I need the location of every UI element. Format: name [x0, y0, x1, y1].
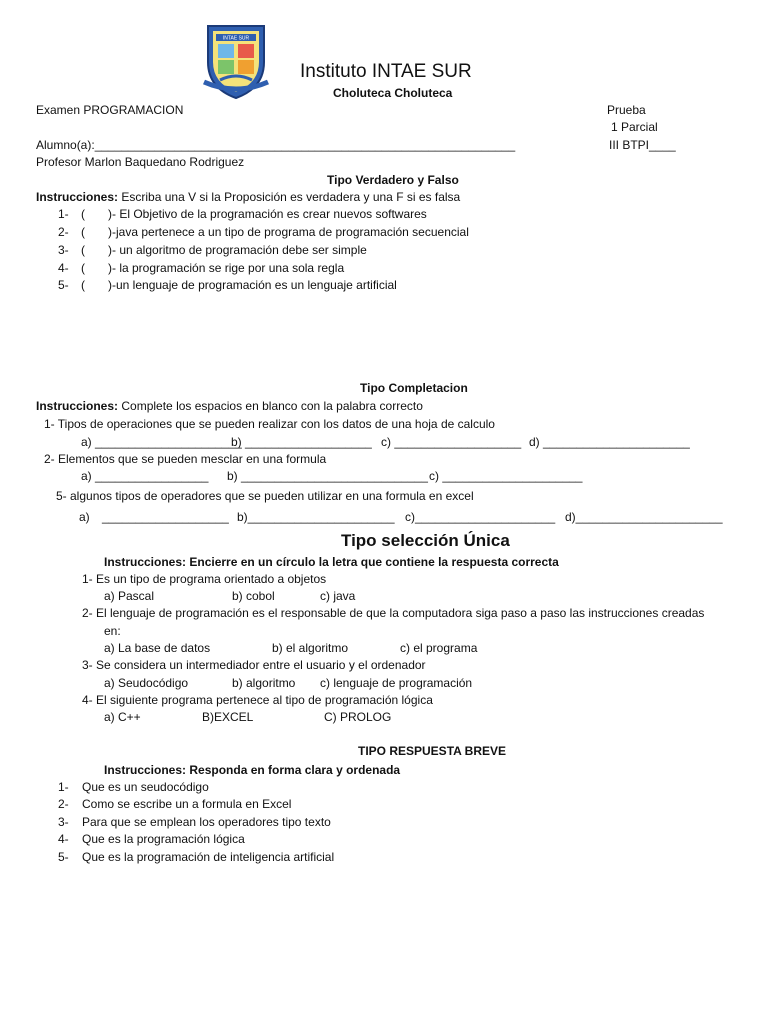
comp-blank-label: a)	[79, 510, 90, 524]
sel-option: b) el algoritmo	[272, 641, 349, 655]
comp-blank: b)______________________	[237, 510, 395, 524]
sel-option: c) lenguaje de programación	[320, 676, 473, 690]
brief-instructions: Instrucciones: Responda en forma clara y ordenada	[104, 763, 401, 777]
partial-label: 1 Parcial	[611, 120, 658, 134]
brief-item-text: Que es la programación lógica	[82, 832, 245, 846]
tf-item: 4-	[58, 261, 69, 275]
comp-blank: a) _________________	[81, 469, 209, 483]
comp-instructions-label: Instrucciones:	[36, 399, 119, 413]
student-field: Alumno(a):_______________________________________________________________	[36, 138, 516, 152]
sel-question-2: 2- El lenguaje de programación es el responsable de que la computadora siga paso a paso las instrucciones creadas	[82, 606, 705, 620]
sel-option: B)EXCEL	[202, 710, 254, 724]
sel-question-3: 3- Se considera un intermediador entre el usuario y el ordenador	[82, 658, 426, 672]
comp-instructions	[36, 400, 423, 412]
comp-blank: c) ___________________	[381, 435, 522, 449]
comp-blank: b) ____________________________	[227, 469, 428, 483]
institute-location: Choluteca Choluteca	[333, 86, 453, 100]
brief-item-num: 2-	[58, 797, 69, 811]
brief-item-num: 4-	[58, 832, 69, 846]
sel-option: a) C++	[104, 710, 141, 724]
tf-item-text: )- un algoritmo de programación debe ser simple	[108, 243, 367, 257]
sel-question-2-cont: en:	[104, 624, 121, 638]
brief-item-text: Como se escribe un a formula en Excel	[82, 797, 292, 811]
sel-instructions: Instrucciones: Encierre en un círculo la letra que contiene la respuesta correcta	[104, 555, 559, 569]
comp-blank: c) _____________________	[429, 469, 583, 483]
tf-item-paren: (	[81, 207, 85, 221]
comp-question-2: 2- Elementos que se pueden mesclar en una formula	[44, 452, 327, 466]
tf-item: 5-	[58, 278, 69, 292]
brief-item-text: Que es un seudocódigo	[82, 780, 209, 794]
sel-question-1: 1- Es un tipo de programa orientado a objetos	[82, 572, 327, 586]
sel-option: b) cobol	[232, 589, 275, 603]
comp-instructions-text: Complete los espacios en blanco con la palabra correcto	[121, 399, 423, 413]
exam-subject: Examen PROGRAMACION	[36, 103, 184, 117]
institute-logo	[200, 22, 272, 100]
sel-section-title: Tipo selección Única	[341, 531, 510, 550]
sel-option: b) algoritmo	[232, 676, 296, 690]
tf-item-paren: (	[81, 278, 85, 292]
comp-section-title: Tipo Completacion	[360, 381, 468, 395]
tf-section-title: Tipo Verdadero y Falso	[327, 173, 459, 187]
tf-item-paren: (	[81, 225, 85, 239]
tf-item: 3-	[58, 243, 69, 257]
sel-option: a) Pascal	[104, 589, 155, 603]
logo-text: INTAE SUR	[222, 35, 250, 42]
comp-question-1: 1- Tipos de operaciones que se pueden realizar con los datos de una hoja de calculo	[44, 417, 495, 431]
tf-instructions	[36, 191, 460, 203]
comp-blank: b) ___________________	[231, 435, 372, 449]
tf-item: 2-	[58, 225, 69, 239]
sel-option: C) PROLOG	[324, 710, 392, 724]
test-label: Prueba	[607, 103, 646, 117]
teacher-name: Profesor Marlon Baquedano Rodriguez	[36, 155, 245, 169]
sel-question-4: 4- El siguiente programa pertenece al tipo de programación lógica	[82, 693, 433, 707]
sel-option: c) java	[320, 589, 356, 603]
institute-name: Instituto INTAE SUR	[300, 61, 472, 82]
tf-item-text: )-java pertenece a un tipo de programa de programación secuencial	[108, 225, 469, 239]
tf-item-text: )- la programación se rige por una sola regla	[108, 261, 345, 275]
comp-blank: a) ______________________	[81, 435, 242, 449]
tf-item: 1-	[58, 207, 69, 221]
comp-question-5: 5- algunos tipos de operadores que se pueden utilizar en una formula en excel	[56, 489, 474, 503]
sel-option: a) La base de datos	[104, 641, 211, 655]
brief-item-num: 1-	[58, 780, 69, 794]
tf-instructions-label: Instrucciones:	[36, 190, 119, 204]
grade-field: III BTPI____	[609, 138, 676, 152]
brief-item-num: 3-	[58, 815, 69, 829]
tf-item-paren: (	[81, 243, 85, 257]
comp-blank: d) ______________________	[529, 435, 690, 449]
comp-blank: c)_____________________	[405, 510, 556, 524]
tf-item-text: )- El Objetivo de la programación es crear nuevos softwares	[108, 207, 427, 221]
sel-option: a) Seudocódigo	[104, 676, 189, 690]
comp-blank: ___________________	[102, 510, 229, 524]
brief-item-text: Para que se emplean los operadores tipo texto	[82, 815, 331, 829]
comp-blank: d)______________________	[565, 510, 723, 524]
tf-item-text: )-un lenguaje de programación es un lenguaje artificial	[108, 278, 397, 292]
tf-item-paren: (	[81, 261, 85, 275]
sel-option: c) el programa	[400, 641, 478, 655]
brief-section-title: TIPO RESPUESTA BREVE	[358, 744, 507, 758]
brief-item-text: Que es la programación de inteligencia artificial	[82, 850, 335, 864]
brief-item-num: 5-	[58, 850, 69, 864]
tf-instructions-text: Escriba una V si la Proposición es verdadera y una F si es falsa	[121, 190, 461, 204]
